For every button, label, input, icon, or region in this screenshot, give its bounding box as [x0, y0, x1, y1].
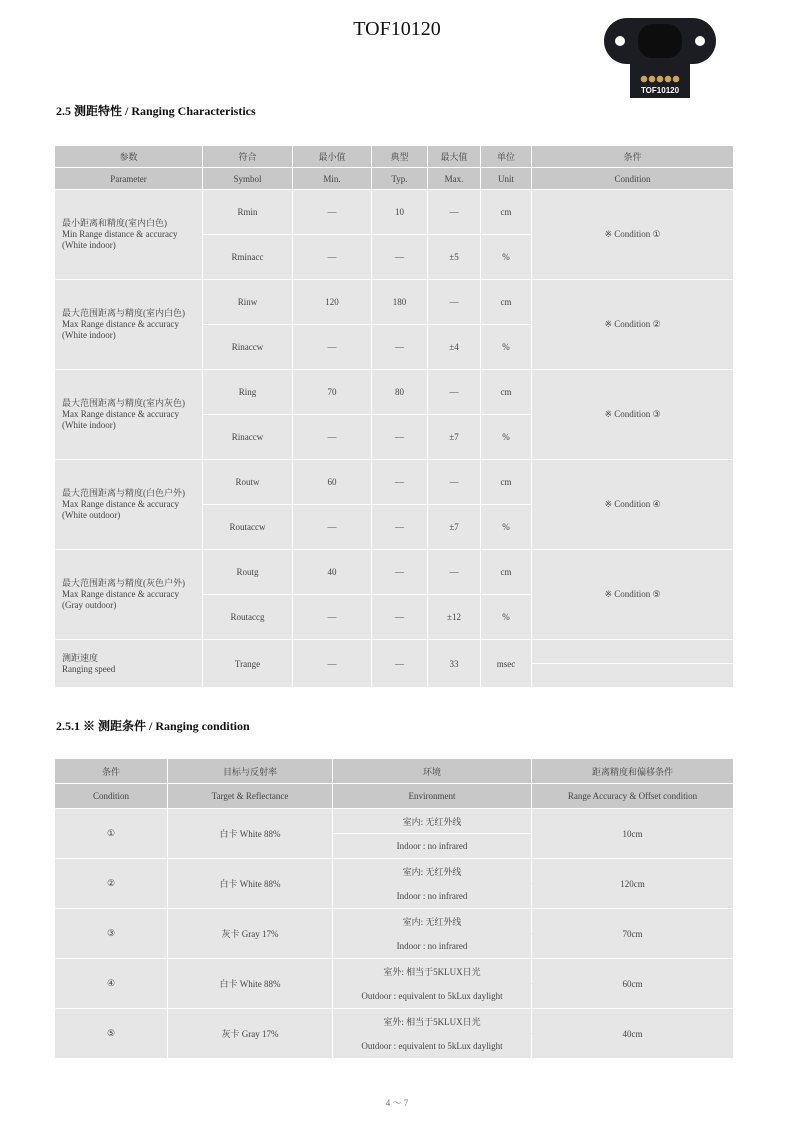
header-row-en: [55, 784, 734, 809]
max-cell: —: [428, 190, 481, 235]
col-header-cn: 典型: [372, 146, 428, 168]
symbol-cell: Rmin: [203, 190, 293, 235]
col-header-cn: 目标与反射率: [168, 759, 333, 784]
max-cell: —: [428, 280, 481, 325]
typ-cell: —: [372, 550, 428, 595]
max-cell: 33: [428, 640, 481, 688]
col-header-en: Range Accuracy & Offset condition: [532, 784, 734, 809]
max-cell: —: [428, 370, 481, 415]
table-row: [55, 909, 734, 934]
target-cell: 白卡 White 88%: [168, 809, 333, 859]
col-header-en: Parameter: [55, 168, 203, 190]
max-cell: ±12: [428, 595, 481, 640]
symbol-cell: Rminacc: [203, 235, 293, 280]
ranging-condition-table: [54, 758, 734, 1059]
symbol-cell: Routaccg: [203, 595, 293, 640]
target-cell: 灰卡 Gray 17%: [168, 1009, 333, 1059]
param-en-note: (White indoor): [62, 240, 116, 250]
header-row-cn: [55, 146, 734, 168]
condition-number: ④: [55, 959, 168, 1009]
parameter-cell: [55, 550, 203, 640]
typ-cell: —: [372, 325, 428, 370]
col-header-cn: 单位: [481, 146, 532, 168]
unit-cell: %: [481, 235, 532, 280]
param-en-note: (Gray outdoor): [62, 600, 117, 610]
symbol-cell: Routaccw: [203, 505, 293, 550]
min-cell: —: [293, 235, 372, 280]
environment-cn: 室内: 无红外线: [333, 809, 532, 834]
min-cell: 60: [293, 460, 372, 505]
range-cell: 10cm: [532, 809, 734, 859]
col-header-en: Symbol: [203, 168, 293, 190]
condition-number: ②: [55, 859, 168, 909]
unit-cell: %: [481, 325, 532, 370]
condition-number: ①: [55, 809, 168, 859]
parameter-cell: [55, 190, 203, 280]
unit-cell: cm: [481, 280, 532, 325]
condition-number: ③: [55, 909, 168, 959]
table-row: [55, 809, 734, 834]
symbol-cell: Ring: [203, 370, 293, 415]
col-header-en: Min.: [293, 168, 372, 190]
range-cell: 40cm: [532, 1009, 734, 1059]
section-heading-ranging-condition: 2.5.1 ※ 测距条件 / Ranging condition: [56, 719, 250, 733]
param-cn: 最大范围距离与精度(室内灰色): [62, 398, 185, 408]
unit-cell: cm: [481, 190, 532, 235]
svg-text:TOF10120: TOF10120: [640, 86, 680, 95]
typ-cell: 180: [372, 280, 428, 325]
condition-cell-empty: [532, 664, 734, 688]
environment-en: Outdoor : equivalent to 5kLux daylight: [333, 1034, 532, 1059]
typ-cell: —: [372, 505, 428, 550]
range-cell: 70cm: [532, 909, 734, 959]
header-row-cn: [55, 759, 734, 784]
typ-cell: —: [372, 460, 428, 505]
table-row: [55, 190, 734, 235]
min-cell: 70: [293, 370, 372, 415]
environment-en: Indoor : no infrared: [333, 834, 532, 859]
col-header-en: Unit: [481, 168, 532, 190]
col-header-cn: 环境: [333, 759, 532, 784]
max-cell: ±7: [428, 415, 481, 460]
symbol-cell: Trange: [203, 640, 293, 688]
unit-cell: %: [481, 505, 532, 550]
ranging-characteristics-table: [54, 145, 734, 688]
table-row: [55, 1009, 734, 1034]
param-cn: 测距速度: [62, 652, 99, 663]
param-cn: 最大范围距离与精度(白色户外): [62, 488, 185, 498]
target-cell: 灰卡 Gray 17%: [168, 909, 333, 959]
col-header-en: Condition: [55, 784, 168, 809]
param-en: Max Range distance & accuracy: [62, 409, 179, 419]
range-cell: 60cm: [532, 959, 734, 1009]
parameter-cell: [55, 280, 203, 370]
col-header-cn: 最大值: [428, 146, 481, 168]
max-cell: —: [428, 460, 481, 505]
unit-cell: cm: [481, 460, 532, 505]
condition-cell: ※ Condition ④: [532, 460, 734, 550]
table-row: [55, 460, 734, 505]
unit-cell: %: [481, 595, 532, 640]
param-en-note: (White indoor): [62, 330, 116, 340]
condition-cell: ※ Condition ⑤: [532, 550, 734, 640]
min-cell: —: [293, 190, 372, 235]
symbol-cell: Rinw: [203, 280, 293, 325]
param-en: Max Range distance & accuracy: [62, 319, 179, 329]
target-cell: 白卡 White 88%: [168, 859, 333, 909]
min-cell: —: [293, 325, 372, 370]
parameter-cell: [55, 370, 203, 460]
symbol-cell: Rinaccw: [203, 415, 293, 460]
min-cell: —: [293, 595, 372, 640]
col-header-cn: 距离精度和偏移条件: [532, 759, 734, 784]
col-header-cn: 条件: [532, 146, 734, 168]
environment-en: Indoor : no infrared: [333, 934, 532, 959]
typ-cell: —: [372, 640, 428, 688]
typ-cell: 80: [372, 370, 428, 415]
col-header-cn: 符合: [203, 146, 293, 168]
symbol-cell: Rinaccw: [203, 325, 293, 370]
max-cell: ±4: [428, 325, 481, 370]
typ-cell: 10: [372, 190, 428, 235]
unit-cell: %: [481, 415, 532, 460]
range-cell: 120cm: [532, 859, 734, 909]
min-cell: —: [293, 415, 372, 460]
param-cn: 最小距离和精度(室内白色): [62, 218, 167, 228]
condition-cell: ※ Condition ③: [532, 370, 734, 460]
symbol-cell: Routw: [203, 460, 293, 505]
table-row: [55, 280, 734, 325]
header-row-en: [55, 168, 734, 190]
max-cell: —: [428, 550, 481, 595]
typ-cell: —: [372, 415, 428, 460]
condition-cell: ※ Condition ①: [532, 190, 734, 280]
param-cn: 最大范围距离与精度(室内白色): [62, 308, 185, 318]
param-en-note: (White outdoor): [62, 510, 121, 520]
parameter-cell: [55, 460, 203, 550]
environment-cn: 室外: 相当于5KLUX日光: [333, 959, 532, 984]
unit-cell: cm: [481, 370, 532, 415]
param-en-note: (White indoor): [62, 420, 116, 430]
col-header-en: Typ.: [372, 168, 428, 190]
param-en: Ranging speed: [62, 663, 116, 674]
min-cell: 40: [293, 550, 372, 595]
environment-cn: 室外: 相当于5KLUX日光: [333, 1009, 532, 1034]
typ-cell: —: [372, 595, 428, 640]
col-header-cn: 参数: [55, 146, 203, 168]
col-header-en: Target & Reflectance: [168, 784, 333, 809]
min-cell: —: [293, 505, 372, 550]
col-header-en: Max.: [428, 168, 481, 190]
max-cell: ±7: [428, 505, 481, 550]
condition-cell-empty: [532, 640, 734, 664]
table-row-speed: [55, 640, 734, 664]
environment-cn: 室内: 无红外线: [333, 909, 532, 934]
col-header-cn: 条件: [55, 759, 168, 784]
environment-cn: 室内: 无红外线: [333, 859, 532, 884]
symbol-cell: Routg: [203, 550, 293, 595]
min-cell: 120: [293, 280, 372, 325]
table-row: [55, 859, 734, 884]
table-row: [55, 959, 734, 984]
page-number: 4 ～ 7: [385, 1098, 409, 1108]
max-cell: ±5: [428, 235, 481, 280]
section-heading-ranging-characteristics: 2.5 测距特性 / Ranging Characteristics: [56, 104, 256, 118]
condition-number: ⑤: [55, 1009, 168, 1059]
param-en: Max Range distance & accuracy: [62, 589, 179, 599]
document-title: TOF10120: [353, 18, 441, 40]
table-row: [55, 370, 734, 415]
col-header-en: Environment: [333, 784, 532, 809]
sensor-module-image: [600, 14, 720, 98]
min-cell: —: [293, 640, 372, 688]
param-en: Max Range distance & accuracy: [62, 499, 179, 509]
environment-en: Indoor : no infrared: [333, 884, 532, 909]
environment-en: Outdoor : equivalent to 5kLux daylight: [333, 984, 532, 1009]
unit-cell: cm: [481, 550, 532, 595]
col-header-en: Condition: [532, 168, 734, 190]
table-row: [55, 550, 734, 595]
typ-cell: —: [372, 235, 428, 280]
param-cn: 最大范围距离与精度(灰色户外): [62, 578, 185, 588]
unit-cell: msec: [481, 640, 532, 688]
target-cell: 白卡 White 88%: [168, 959, 333, 1009]
condition-cell: ※ Condition ②: [532, 280, 734, 370]
parameter-cell: [55, 640, 203, 688]
param-en: Min Range distance & accuracy: [62, 229, 178, 239]
col-header-cn: 最小值: [293, 146, 372, 168]
